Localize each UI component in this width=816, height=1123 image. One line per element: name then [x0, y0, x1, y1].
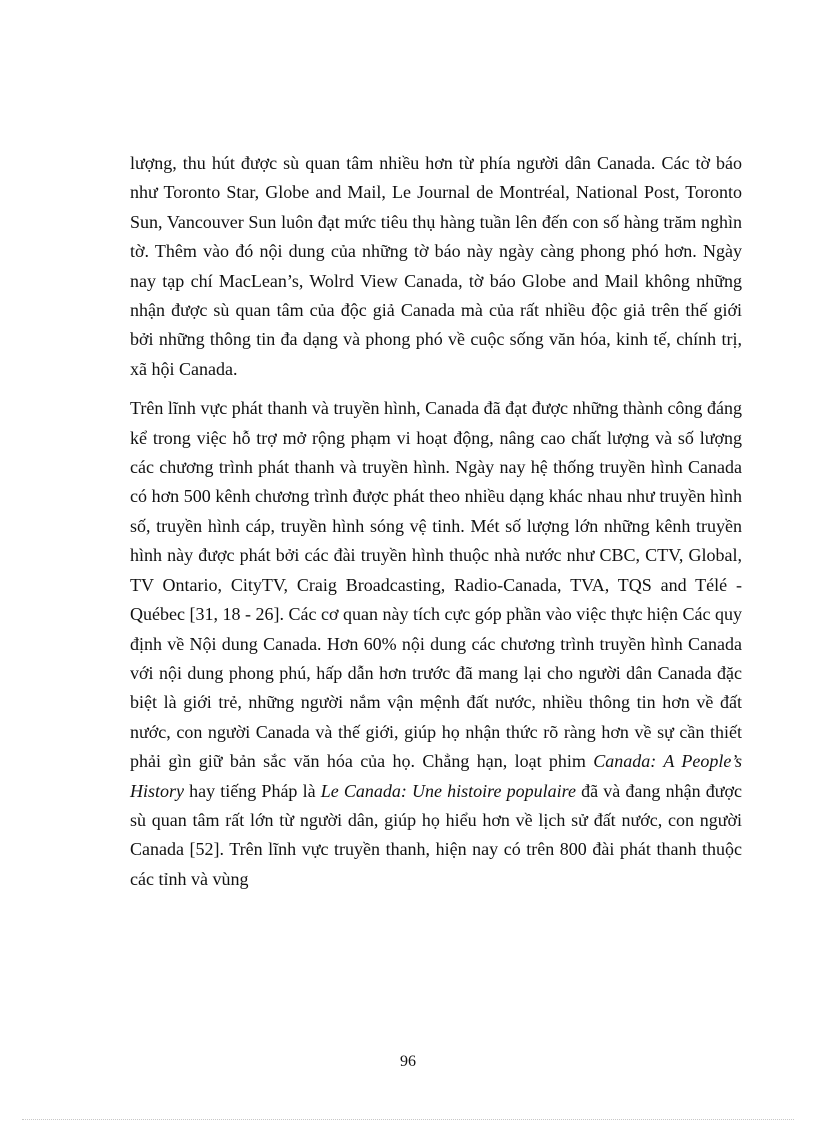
- paragraph-broadcasting: [130, 394, 742, 894]
- paragraph-broadcasting-part-1: Trên lĩnh vực phát thanh và truyền hình, Canada đã đạt được những thành công đáng kể trong việc hỗ trợ mở rộng phạm vi hoạt động, nâng cao chất lượng và số lượng các chương trình phát thanh và truyền hình. Ngày nay hệ thống truyền hình Canada có hơn 500 kênh chương trình được phát theo nhiều dạng khác nhau như truyền hình số, truyền hình cáp, truyền hình sóng vệ tinh. Mét số lượng lớn những kênh truyền hình này được phát bởi các đài truyền hình thuộc nhà nước như CBC, CTV, Global, TV Ontario, CityTV, Craig Broadcasting, Radio-Canada, TVA, TQS and Télé - Québec [31, 18 - 26]. Các cơ quan này tích cực góp phần vào việc thực hiện Các quy định về Nội dung Canada. Hơn 60% nội dung các chương trình truyền hình Canada với nội dung phong phú, hấp dẫn hơn trước đã mang lại cho người dân Canada đặc biệt là giới trẻ, những người nắm vận mệnh đất nước, nhiều thông tin hơn về đất nước, con người Canada và thế giới, giúp họ nhận thức rõ ràng hơn về sự cần thiết phải gìn giữ bản sắc văn hóa của họ. Chẳng hạn, loạt phim: [130, 398, 742, 772]
- paragraph-broadcasting-part-2: hay tiếng Pháp là: [184, 780, 321, 801]
- film-title-french: Le Canada: Une histoire populaire: [320, 780, 576, 801]
- paragraph-broadcasting-part-3: đã và đang nhận được sù quan tâm rất lớn từ người dân, giúp họ hiểu hơn về lịch sử đất nước, con người Canada [52]. Trên lĩnh vực truyền thanh, hiện nay có trên 800 đài phát thanh thuộc các tỉnh và vùng: [130, 780, 742, 889]
- page-number: 96: [400, 1053, 416, 1070]
- film-title-english: Canada: A People’s History: [130, 751, 743, 801]
- body-text: [130, 149, 742, 894]
- footer-divider: [22, 1119, 794, 1120]
- paragraph-press-continued: lượng, thu hút được sù quan tâm nhiều hơn từ phía người dân Canada. Các tờ báo như Toronto Star, Globe and Mail, Le Journal de Montréal, National Post, Toronto Sun, Vancouver Sun luôn đạt mức tiêu thụ hàng tuần lên đến con số hàng trăm nghìn tờ. Thêm vào đó nội dung của những tờ báo này ngày càng phong phó hơn. Ngày nay tạp chí MacLean’s, Wolrd View Canada, tờ báo Globe and Mail không những nhận được sù quan tâm của độc giả Canada mà của rất nhiều độc giả trên thế giới bởi những thông tin đa dạng và phong phó về cuộc sống văn hóa, kinh tế, chính trị, xã hội Canada.: [130, 153, 742, 379]
